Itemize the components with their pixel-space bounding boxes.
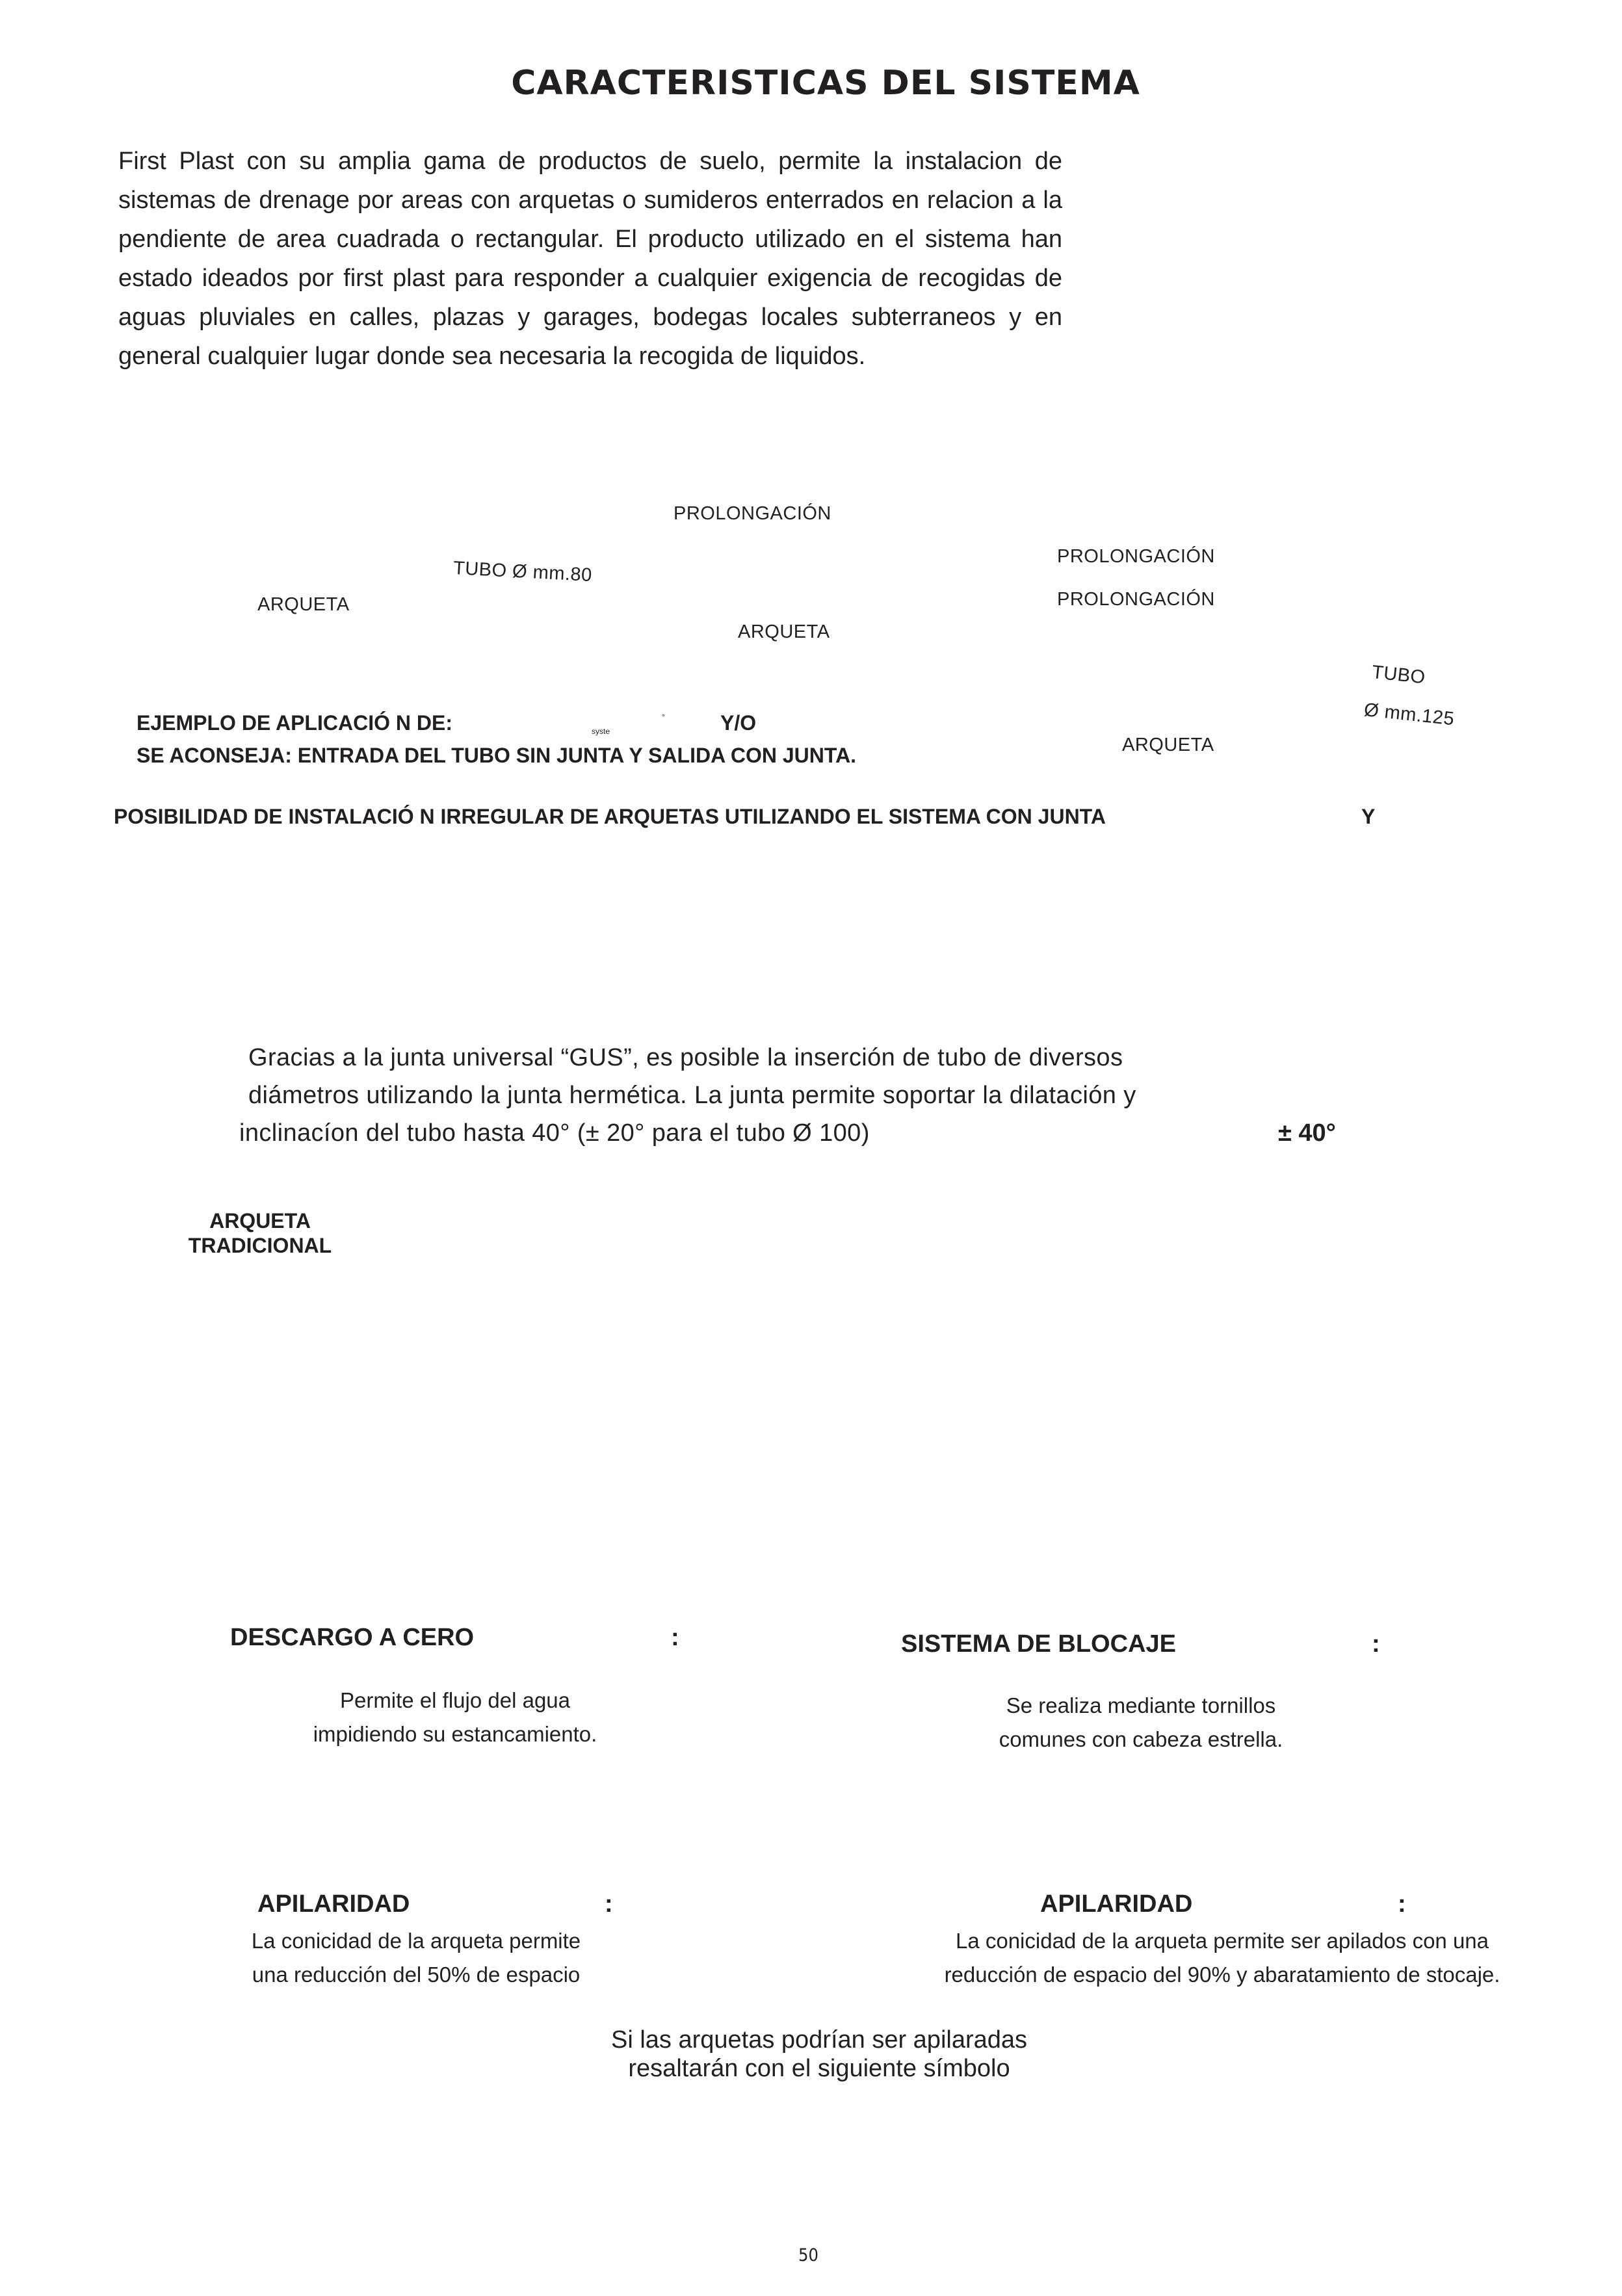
label-tubo-80: TUBO Ø mm.80	[452, 558, 593, 586]
label-arqueta-left: ARQUETA	[257, 594, 350, 615]
label-tubo-125-line1: TUBO	[1370, 662, 1427, 688]
descargo-title: DESCARGO A CERO	[230, 1624, 475, 1651]
blocaje-title: SISTEMA DE BLOCAJE	[901, 1630, 1176, 1658]
descargo-line-2: impidiendo su estancamiento.	[313, 1722, 597, 1746]
descargo-line-1: Permite el flujo del agua	[339, 1688, 571, 1712]
label-arqueta-right: ARQUETA	[1122, 735, 1214, 755]
apilaridad-right-line-1: La conicidad de la arqueta permite ser apilados con una	[955, 1929, 1489, 1953]
page-number: 50	[798, 2245, 818, 2265]
label-arqueta-mid: ARQUETA	[738, 621, 830, 642]
apilaridad-right-title: APILARIDAD	[1040, 1890, 1193, 1918]
blocaje-line-2: comunes con cabeza estrella.	[999, 1727, 1283, 1751]
descargo-colon: :	[671, 1624, 679, 1651]
gracias-line-3: inclinacíon del tubo hasta 40° (± 20° para el tubo Ø 100)	[239, 1119, 870, 1147]
apilaridad-left-title: APILARIDAD	[257, 1890, 410, 1918]
angle-label: ± 40°	[1278, 1119, 1336, 1147]
gracias-line-2: diámetros utilizando la junta hermética. La junta permite soportar la dilatación y	[248, 1082, 1136, 1109]
apilaridad-left-line-1: La conicidad de la arqueta permite	[251, 1929, 581, 1953]
page-title: CARACTERISTICAS DEL SISTEMA	[511, 64, 1140, 103]
syste-fragment: syste	[592, 727, 610, 736]
aconseja-text: SE ACONSEJA: ENTRADA DEL TUBO SIN JUNTA Y SALIDA CON JUNTA.	[137, 744, 857, 767]
blocaje-colon: :	[1372, 1630, 1380, 1658]
apilaridad-right-colon: :	[1398, 1890, 1406, 1918]
apilaridad-right-line-2: reducción de espacio del 90% y abaratamiento de stocaje.	[944, 1963, 1500, 1987]
posibilidad-y: Y	[1361, 805, 1376, 828]
blocaje-line-1: Se realiza mediante tornillos	[1006, 1693, 1276, 1717]
label-tubo-125-line2: Ø mm.125	[1363, 699, 1456, 730]
intro-paragraph: First Plast con su amplia gama de productos de suelo, permite la instalacion de sistemas de drenage por areas con arquetas o sumideros enterrados en relacion a la pendiente de area cuadrada o rectangular. El producto utilizado en el sistema han estado ideados por first plast para responder a cualquier exigencia de recogidas de aguas pluviales en calles, plazas y garages, bodegas locales subterraneos y en general cualquier lugar donde sea necesaria la recogida de liquidos.	[118, 148, 1062, 370]
apilable-note-line-2: resaltarán con el siguiente símbolo	[628, 2055, 1010, 2082]
label-prolongacion-top: PROLONGACIÓN	[674, 503, 831, 524]
arqueta-tradicional-line-1: ARQUETA	[209, 1209, 311, 1233]
ejemplo-heading: EJEMPLO DE APLICACIÓ N DE:	[137, 711, 452, 735]
posibilidad-heading: POSIBILIDAD DE INSTALACIÓ N IRREGULAR DE ARQUETAS UTILIZANDO EL SISTEMA CON JUNTA	[114, 805, 1106, 828]
gracias-line-1: Gracias a la junta universal “GUS”, es posible la inserción de tubo de diversos	[248, 1044, 1123, 1071]
label-prolongacion-right-1: PROLONGACIÓN	[1057, 546, 1215, 567]
apilable-note-line-1: Si las arquetas podrían ser apilaradas	[610, 2026, 1028, 2054]
arqueta-tradicional-line-2: TRADICIONAL	[188, 1234, 332, 1257]
degree-fragment: °	[662, 712, 665, 722]
apilaridad-left-line-2: una reducción del 50% de espacio	[252, 1963, 581, 1987]
apilaridad-left-colon: :	[605, 1890, 613, 1918]
ejemplo-yo: Y/O	[720, 711, 757, 735]
label-prolongacion-right-2: PROLONGACIÓN	[1057, 589, 1215, 610]
